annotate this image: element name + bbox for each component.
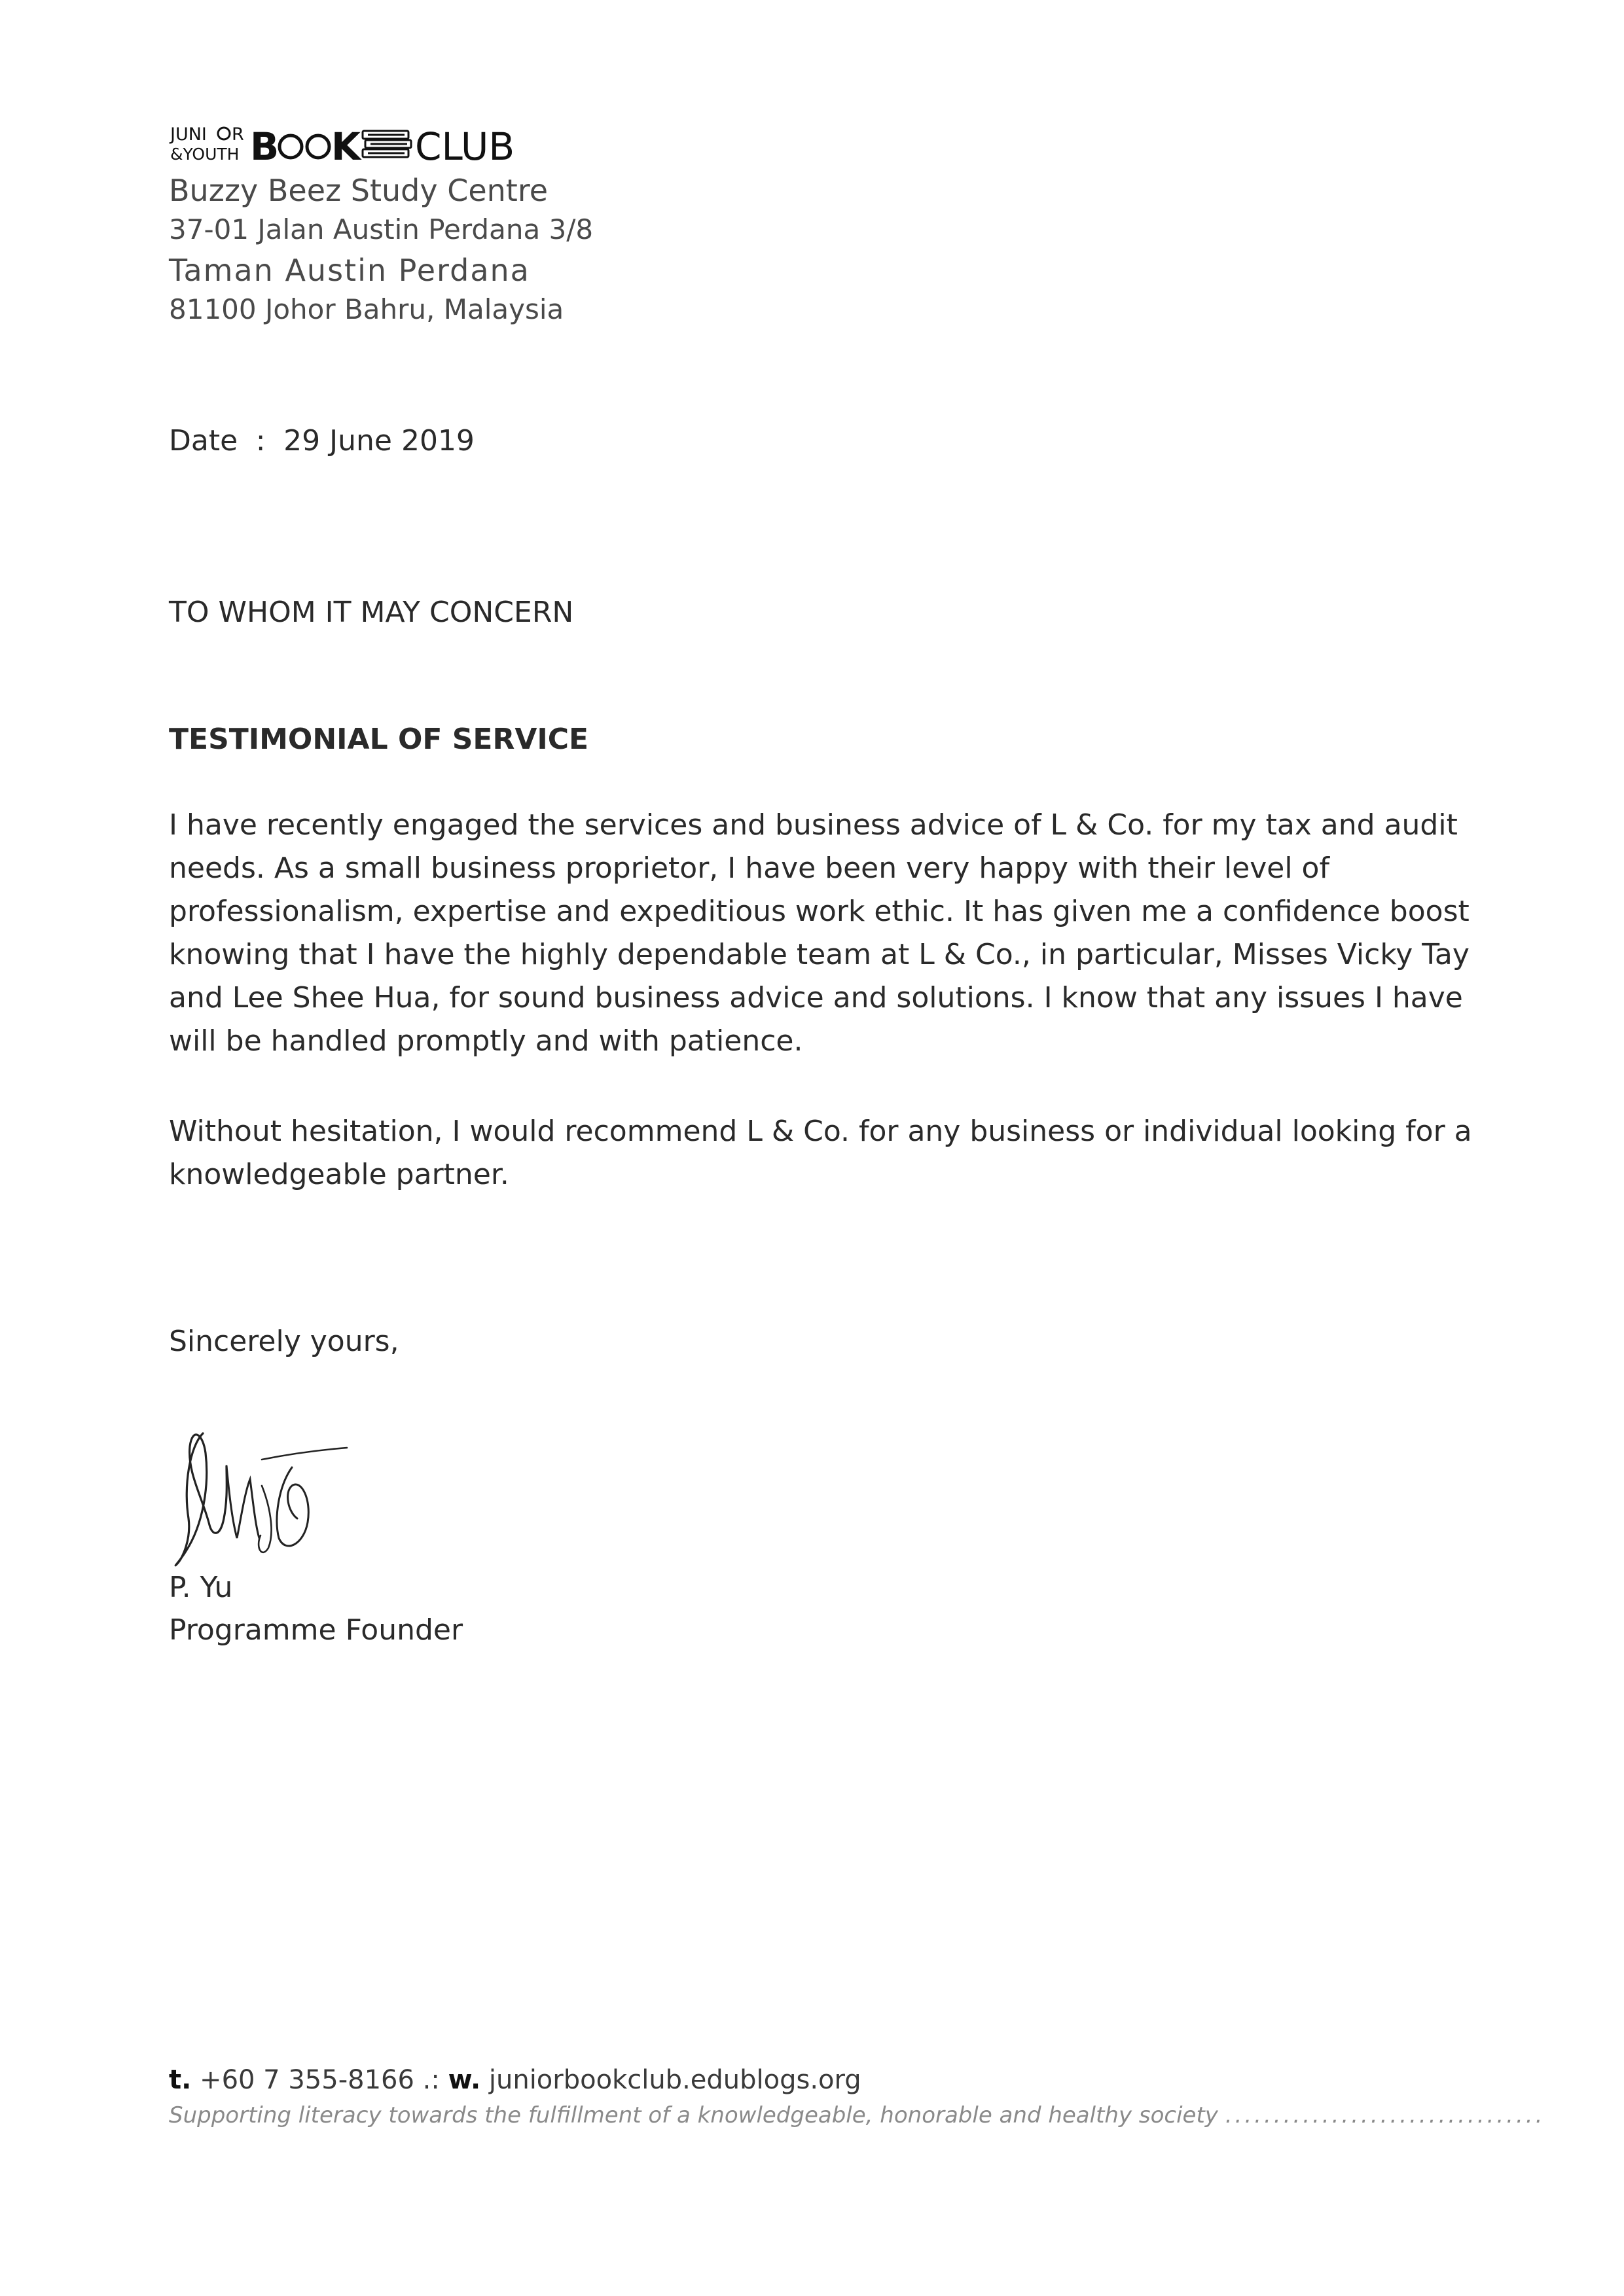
footer-divider: .: [422, 2065, 440, 2095]
subject-heading: TESTIMONIAL OF SERVICE [169, 723, 589, 756]
closing: Sincerely yours, [169, 1325, 399, 1358]
handwritten-signature [164, 1407, 360, 1577]
footer-contact [169, 2065, 861, 2095]
body-paragraph-2: Without hesitation, I would recommend L & Co. for any business or individual looking for a knowledgeable partner. [169, 1115, 1472, 1191]
signer-title: Programme Founder [169, 1613, 463, 1647]
junior-youth-book-club-logo [169, 122, 562, 168]
svg-text:B: B [250, 124, 280, 169]
book-stack-icon [363, 131, 411, 157]
signer-name: P. Yu [169, 1571, 233, 1604]
svg-text:K: K [331, 124, 361, 169]
web-label: w. [448, 2065, 481, 2095]
website-link[interactable]: juniorbookclub.edublogs.org [488, 2065, 861, 2095]
phone-label: t. [169, 2065, 192, 2095]
svg-text:JUNI: JUNI [170, 124, 207, 145]
date-row [169, 424, 475, 457]
svg-text:&YOUTH: &YOUTH [170, 145, 240, 164]
body-paragraph-1: I have recently engaged the services and business advice of L & Co. for my tax and audit needs. As a small business proprietor, I have been very happy with their level of professionalism, expertise and expeditious work ethic. It has given me a confidence boost knowing that I have the highly dependable team at L & Co., in particular, Misses Vicky Tay and Lee Shee Hua, for sound business advice and solutions. I know that any issues I have will be handled promptly and with patience. [169, 808, 1470, 1058]
salutation: TO WHOM IT MAY CONCERN [169, 596, 574, 629]
footer-tagline-row [169, 2102, 1545, 2128]
footer-tagline: Supporting literacy towards the fulfillment of a knowledgeable, honorable and healthy society [169, 2102, 1218, 2128]
date-label: Date [169, 424, 238, 457]
date-separator: : [255, 424, 266, 457]
svg-text:R: R [232, 124, 244, 145]
date-value: 29 June 2019 [283, 424, 475, 457]
address-line-1: 37-01 Jalan Austin Perdana 3/8 [169, 213, 594, 245]
address-line-3: 81100 Johor Bahru, Malaysia [169, 293, 564, 325]
address-line-2: Taman Austin Perdana [169, 253, 530, 288]
tagline-dot-leader: ................................. [1225, 2102, 1545, 2128]
centre-name: Buzzy Beez Study Centre [169, 173, 549, 208]
svg-text:CLUB: CLUB [415, 124, 515, 169]
phone-number: +60 7 355-8166 [200, 2065, 414, 2095]
